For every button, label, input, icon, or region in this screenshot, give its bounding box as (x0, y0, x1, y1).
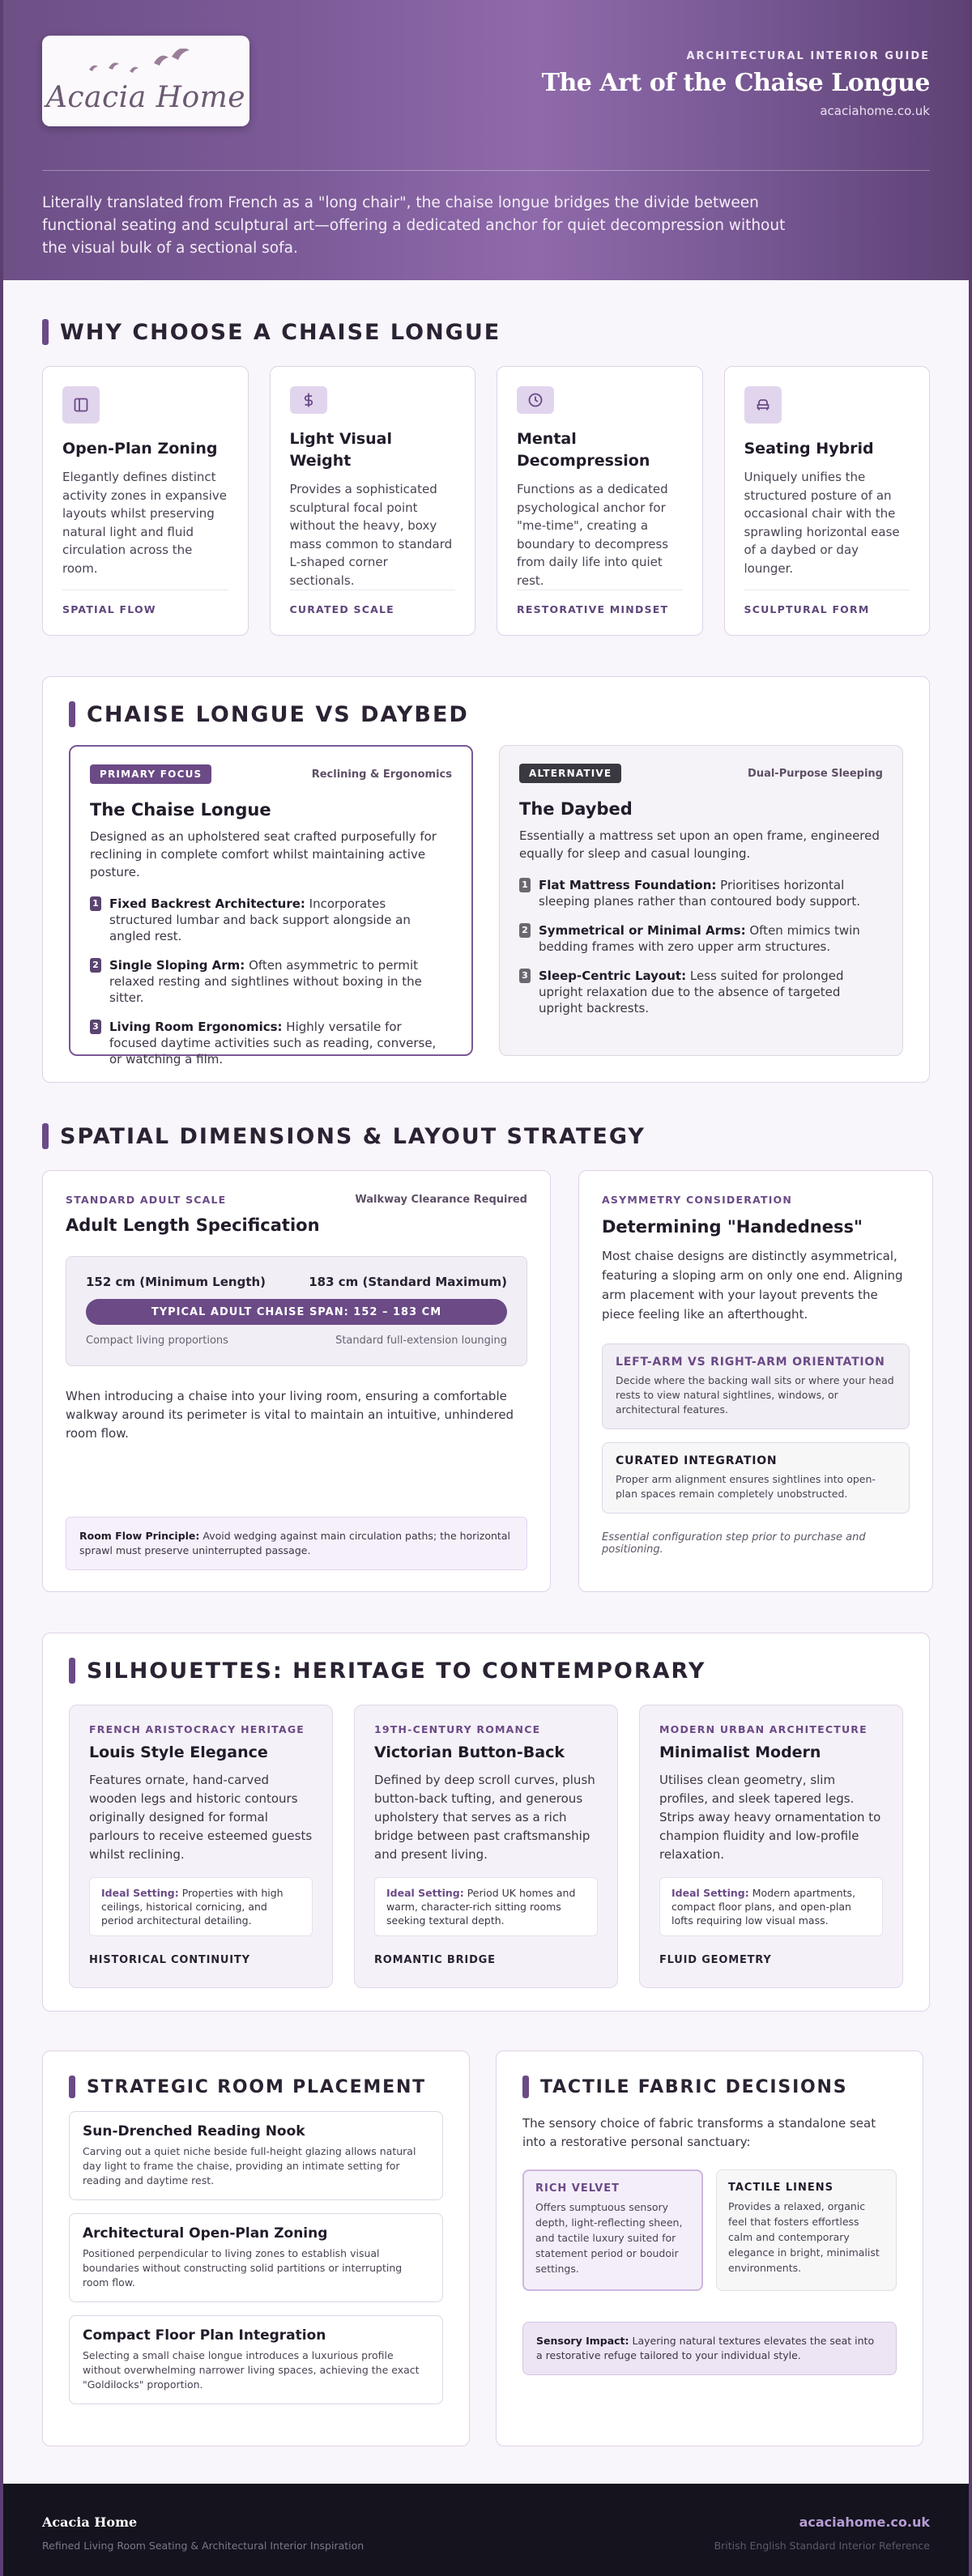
page-footer (3, 2484, 969, 2576)
impact-label: Sensory Impact: (536, 2335, 629, 2347)
footer-brand: Acacia Home (42, 2514, 138, 2530)
comparison-section (42, 676, 930, 1083)
setting-text: Period UK homes and warm, character-rich sitting rooms seeking textural depth. (386, 1887, 576, 1927)
page-title: The Art of the Chaise Longue (541, 69, 930, 97)
fabric-title: TACTILE LINENS (728, 2182, 833, 2194)
item-text: Often mimics twin bedding frames with zero upper arm structures. (539, 923, 860, 954)
style-card (354, 1705, 618, 1988)
dollar-icon (290, 386, 327, 414)
feature-body: Provides a sophisticated sculptural focal point without the heavy, boxy mass common to standard L-shaped corner sectionals. (289, 482, 453, 588)
silhouettes-section (42, 1633, 930, 2012)
comparison-title: The Chaise Longue (90, 800, 271, 820)
length-range-box (66, 1256, 527, 1366)
list-item (519, 877, 883, 909)
setting-label: Ideal Setting: (671, 1887, 749, 1899)
section-accent-bar (69, 2076, 75, 2098)
section-accent-bar (69, 1658, 75, 1684)
clock-icon (517, 386, 554, 414)
integration-body: Proper arm alignment ensures sightlines into open-plan spaces remain completely unobstructed. (616, 1473, 876, 1500)
feature-body: Uniquely unifies the structured posture of an occasional chair with the sprawling horizontal ease of a daybed or day lounger. (744, 470, 900, 576)
site-url[interactable]: acaciahome.co.uk (820, 104, 930, 118)
birds-logo-icon (42, 49, 249, 89)
integration-box (602, 1442, 910, 1514)
style-card (639, 1705, 903, 1988)
style-tag: HISTORICAL CONTINUITY (89, 1954, 250, 1966)
handedness-footnote: Essential configuration step prior to purchase and positioning. (602, 1531, 866, 1556)
section-title: WHY CHOOSE A CHAISE LONGUE (60, 319, 501, 345)
spec-eyebrow: STANDARD ADULT SCALE (66, 1194, 227, 1206)
intro-paragraph: Literally translated from French as a "long chair", the chaise longue bridges the divide between functional seating and sculptural art—offering a dedicated anchor for quiet decompression without the visual bulk of a sectional sofa. (42, 194, 786, 257)
primary-focus-badge: PRIMARY FOCUS (90, 764, 211, 784)
chaise-comparison-card (69, 745, 473, 1067)
note-label: Room Flow Principle: (79, 1530, 200, 1542)
logo-wordmark: Acacia Home (45, 80, 246, 114)
item-label: Single Sloping Arm: (109, 958, 245, 973)
spatial-section (3, 1123, 969, 1592)
feature-title: Light Visual Weight (289, 430, 392, 470)
style-title: Minimalist Modern (659, 1744, 821, 1761)
comparison-description: Designed as an upholstered seat crafted purposefully for reclining in complete comfort whilst maintaining active posture. (90, 829, 437, 879)
max-length-note: Standard full-extension lounging (335, 1335, 507, 1347)
placement-item (69, 2315, 443, 2404)
section-accent-bar (42, 1123, 49, 1149)
feature-body: Functions as a dedicated psychological anchor for "me-time", creating a boundary to decompress from daily life into quiet rest. (517, 482, 669, 588)
section-accent-bar (42, 319, 49, 345)
length-spec-card (42, 1170, 551, 1592)
impact-text: Layering natural textures elevates the seat into a restorative refuge tailored to your individual style. (536, 2335, 875, 2361)
style-body: Features ornate, hand-carved wooden legs and historic contours originally designed for formal parlours to receive esteemed guests whilst reclining. (89, 1773, 313, 1862)
number-badge: 1 (519, 878, 531, 892)
length-span-bar: TYPICAL ADULT CHAISE SPAN: 152 – 183 CM (86, 1299, 507, 1325)
spec-title: Adult Length Specification (66, 1216, 320, 1235)
ideal-setting (89, 1877, 313, 1936)
style-eyebrow: 19TH-CENTURY ROMANCE (374, 1723, 541, 1735)
item-text: Prioritises horizontal sleeping planes rather than contoured body support. (539, 878, 860, 909)
section-title: TACTILE FABRIC DECISIONS (540, 2076, 848, 2097)
feature-card (270, 366, 476, 636)
item-label: Living Room Ergonomics: (109, 1020, 283, 1034)
number-badge: 3 (90, 1020, 101, 1034)
brand-logo[interactable] (42, 36, 249, 126)
fabric-body: Offers sumptuous sensory depth, light-reflecting sheen, and tactile luxury suited for statement period or boudoir settings. (535, 2201, 683, 2275)
room-flow-note (66, 1517, 527, 1570)
style-title: Louis Style Elegance (89, 1744, 268, 1761)
feature-tag: RESTORATIVE MINDSET (517, 590, 683, 615)
number-badge: 3 (519, 969, 531, 983)
item-label: Flat Mattress Foundation: (539, 878, 717, 892)
velvet-card (522, 2169, 703, 2291)
feature-title: Open-Plan Zoning (62, 440, 218, 458)
spec-body: When introducing a chaise into your living room, ensuring a comfortable walkway around its perimeter is vital to maintain an intuitive, unhindered room flow. (66, 1389, 514, 1441)
handedness-body: Most chaise designs are distinctly asymmetrical, featuring a sloping arm on only one end. Aligning arm placement with your layout prevents the piece feeling like an afterthought. (602, 1249, 903, 1322)
list-item (90, 957, 452, 1006)
alternative-badge: ALTERNATIVE (519, 764, 621, 783)
ideal-setting (659, 1877, 883, 1936)
fabric-intro: The sensory choice of fabric transforms a standalone seat into a restorative personal sanctuary: (522, 2116, 876, 2149)
placement-item (69, 2213, 443, 2302)
integration-title: CURATED INTEGRATION (616, 1454, 778, 1467)
item-text: Less suited for prolonged upright relaxation due to the absence of targeted upright backrests. (539, 969, 844, 1015)
section-accent-bar (522, 2076, 529, 2098)
comparison-tag: Dual-Purpose Sleeping (748, 767, 883, 780)
section-accent-bar (69, 701, 75, 727)
orientation-title: LEFT-ARM VS RIGHT-ARM ORIENTATION (616, 1356, 885, 1369)
hero-header (3, 0, 969, 280)
spec-requirement: Walkway Clearance Required (355, 1194, 527, 1206)
sensory-impact-note (522, 2322, 897, 2375)
number-badge: 1 (90, 896, 101, 911)
placement-item (69, 2111, 443, 2200)
section-title: SPATIAL DIMENSIONS & LAYOUT STRATEGY (60, 1123, 646, 1149)
feature-body: Elegantly defines distinct activity zones in expansive layouts whilst preserving natural light and fluid circulation across the room. (62, 470, 228, 576)
placement-title: Compact Floor Plan Integration (83, 2327, 326, 2344)
fabric-section (496, 2050, 923, 2446)
style-card (69, 1705, 333, 1988)
placement-body: Carving out a quiet niche beside full-height glazing allows natural day light to frame the chaise, providing an intimate setting for reading and daytime rest. (83, 2145, 416, 2186)
why-section (3, 319, 969, 636)
section-title: CHAISE LONGUE VS DAYBED (87, 701, 469, 727)
number-badge: 2 (519, 923, 531, 938)
linen-card (716, 2169, 897, 2291)
footer-tagline: Refined Living Room Seating & Architectural Interior Inspiration (42, 2540, 364, 2552)
footer-url-link[interactable]: acaciahome.co.uk (799, 2514, 930, 2530)
handedness-eyebrow: ASYMMETRY CONSIDERATION (602, 1194, 793, 1206)
note-text: Avoid wedging against main circulation paths; the horizontal sprawl must preserve uninterrupted passage. (79, 1530, 510, 1556)
style-title: Victorian Button-Back (374, 1744, 565, 1761)
style-tag: FLUID GEOMETRY (659, 1954, 772, 1966)
item-text: Incorporates structured lumbar and back support alongside an angled rest. (109, 896, 411, 943)
style-body: Utilises clean geometry, slim profiles, and sleek tapered legs. Strips away heavy ornamentation to champion fluidity and low-profile relaxation. (659, 1773, 881, 1862)
placement-section (42, 2050, 470, 2446)
comparison-description: Essentially a mattress set upon an open frame, engineered equally for sleep and casual lounging. (519, 828, 880, 861)
setting-text: Modern apartments, compact floor plans, and open-plan lofts requiring low visual mass. (671, 1887, 856, 1927)
ideal-setting (374, 1877, 598, 1936)
armchair-icon (744, 386, 782, 424)
orientation-box (602, 1343, 910, 1429)
placement-body: Positioned perpendicular to living zones to establish visual boundaries without constructing solid partitions or interrupting room flow. (83, 2247, 403, 2289)
list-item (519, 968, 883, 1016)
feature-title: Mental Decompression (517, 430, 650, 470)
item-label: Fixed Backrest Architecture: (109, 896, 305, 911)
list-item (90, 1019, 452, 1067)
min-length-label: 152 cm (Minimum Length) (86, 1275, 266, 1289)
section-title: SILHOUETTES: HERITAGE TO CONTEMPORARY (87, 1658, 706, 1684)
guide-eyebrow: ARCHITECTURAL INTERIOR GUIDE (686, 50, 930, 62)
setting-text: Properties with high ceilings, historical cornicing, and period architectural detailing. (101, 1887, 284, 1927)
handedness-title: Determining "Handedness" (602, 1217, 863, 1237)
feature-card (724, 366, 931, 636)
setting-label: Ideal Setting: (101, 1887, 179, 1899)
list-item (90, 896, 452, 944)
placement-title: Sun-Drenched Reading Nook (83, 2123, 305, 2140)
feature-tag: SPATIAL FLOW (62, 590, 228, 615)
min-length-note: Compact living proportions (86, 1335, 228, 1347)
max-length-label: 183 cm (Standard Maximum) (309, 1275, 507, 1289)
hero-divider (42, 170, 930, 171)
style-tag: ROMANTIC BRIDGE (374, 1954, 496, 1966)
fabric-title: RICH VELVET (535, 2182, 620, 2195)
style-eyebrow: FRENCH ARISTOCRACY HERITAGE (89, 1723, 305, 1735)
number-badge: 2 (90, 958, 101, 973)
feature-card (42, 366, 249, 636)
style-eyebrow: MODERN URBAN ARCHITECTURE (659, 1723, 868, 1735)
feature-tag: SCULPTURAL FORM (744, 590, 910, 615)
item-label: Symmetrical or Minimal Arms: (539, 923, 746, 938)
item-label: Sleep-Centric Layout: (539, 969, 687, 983)
item-text: Highly versatile for focused daytime activities such as reading, converse, or watching a film. (109, 1020, 437, 1067)
list-item (519, 922, 883, 955)
feature-card (497, 366, 703, 636)
item-text: Often asymmetric to permit relaxed resting and sightlines without boxing in the sitter. (109, 958, 422, 1005)
sidebar-panel-icon (62, 386, 100, 424)
setting-label: Ideal Setting: (386, 1887, 464, 1899)
style-body: Defined by deep scroll curves, plush button-back tufting, and generous upholstery that serves as a rich bridge between past craftsmanship and present living. (374, 1773, 595, 1862)
comparison-tag: Reclining & Ergonomics (311, 768, 452, 781)
orientation-body: Decide where the backing wall sits or where your head rests to view natural sightlines, windows, or architectural features. (616, 1374, 894, 1416)
placement-title: Architectural Open-Plan Zoning (83, 2225, 328, 2242)
placement-body: Selecting a small chaise longue introduces a luxurious profile without overwhelming narrower living spaces, achieving the exact "Goldilocks" proportion. (83, 2349, 420, 2391)
section-title: STRATEGIC ROOM PLACEMENT (87, 2076, 426, 2097)
fabric-body: Provides a relaxed, organic feel that fosters effortless calm and contemporary elegance in bright, minimalist environments. (728, 2200, 880, 2274)
comparison-title: The Daybed (519, 799, 633, 819)
feature-tag: CURATED SCALE (290, 590, 456, 615)
feature-title: Seating Hybrid (744, 440, 874, 458)
daybed-comparison-card (499, 745, 903, 1056)
handedness-card (578, 1170, 933, 1592)
footer-reference: British English Standard Interior Reference (714, 2540, 930, 2552)
